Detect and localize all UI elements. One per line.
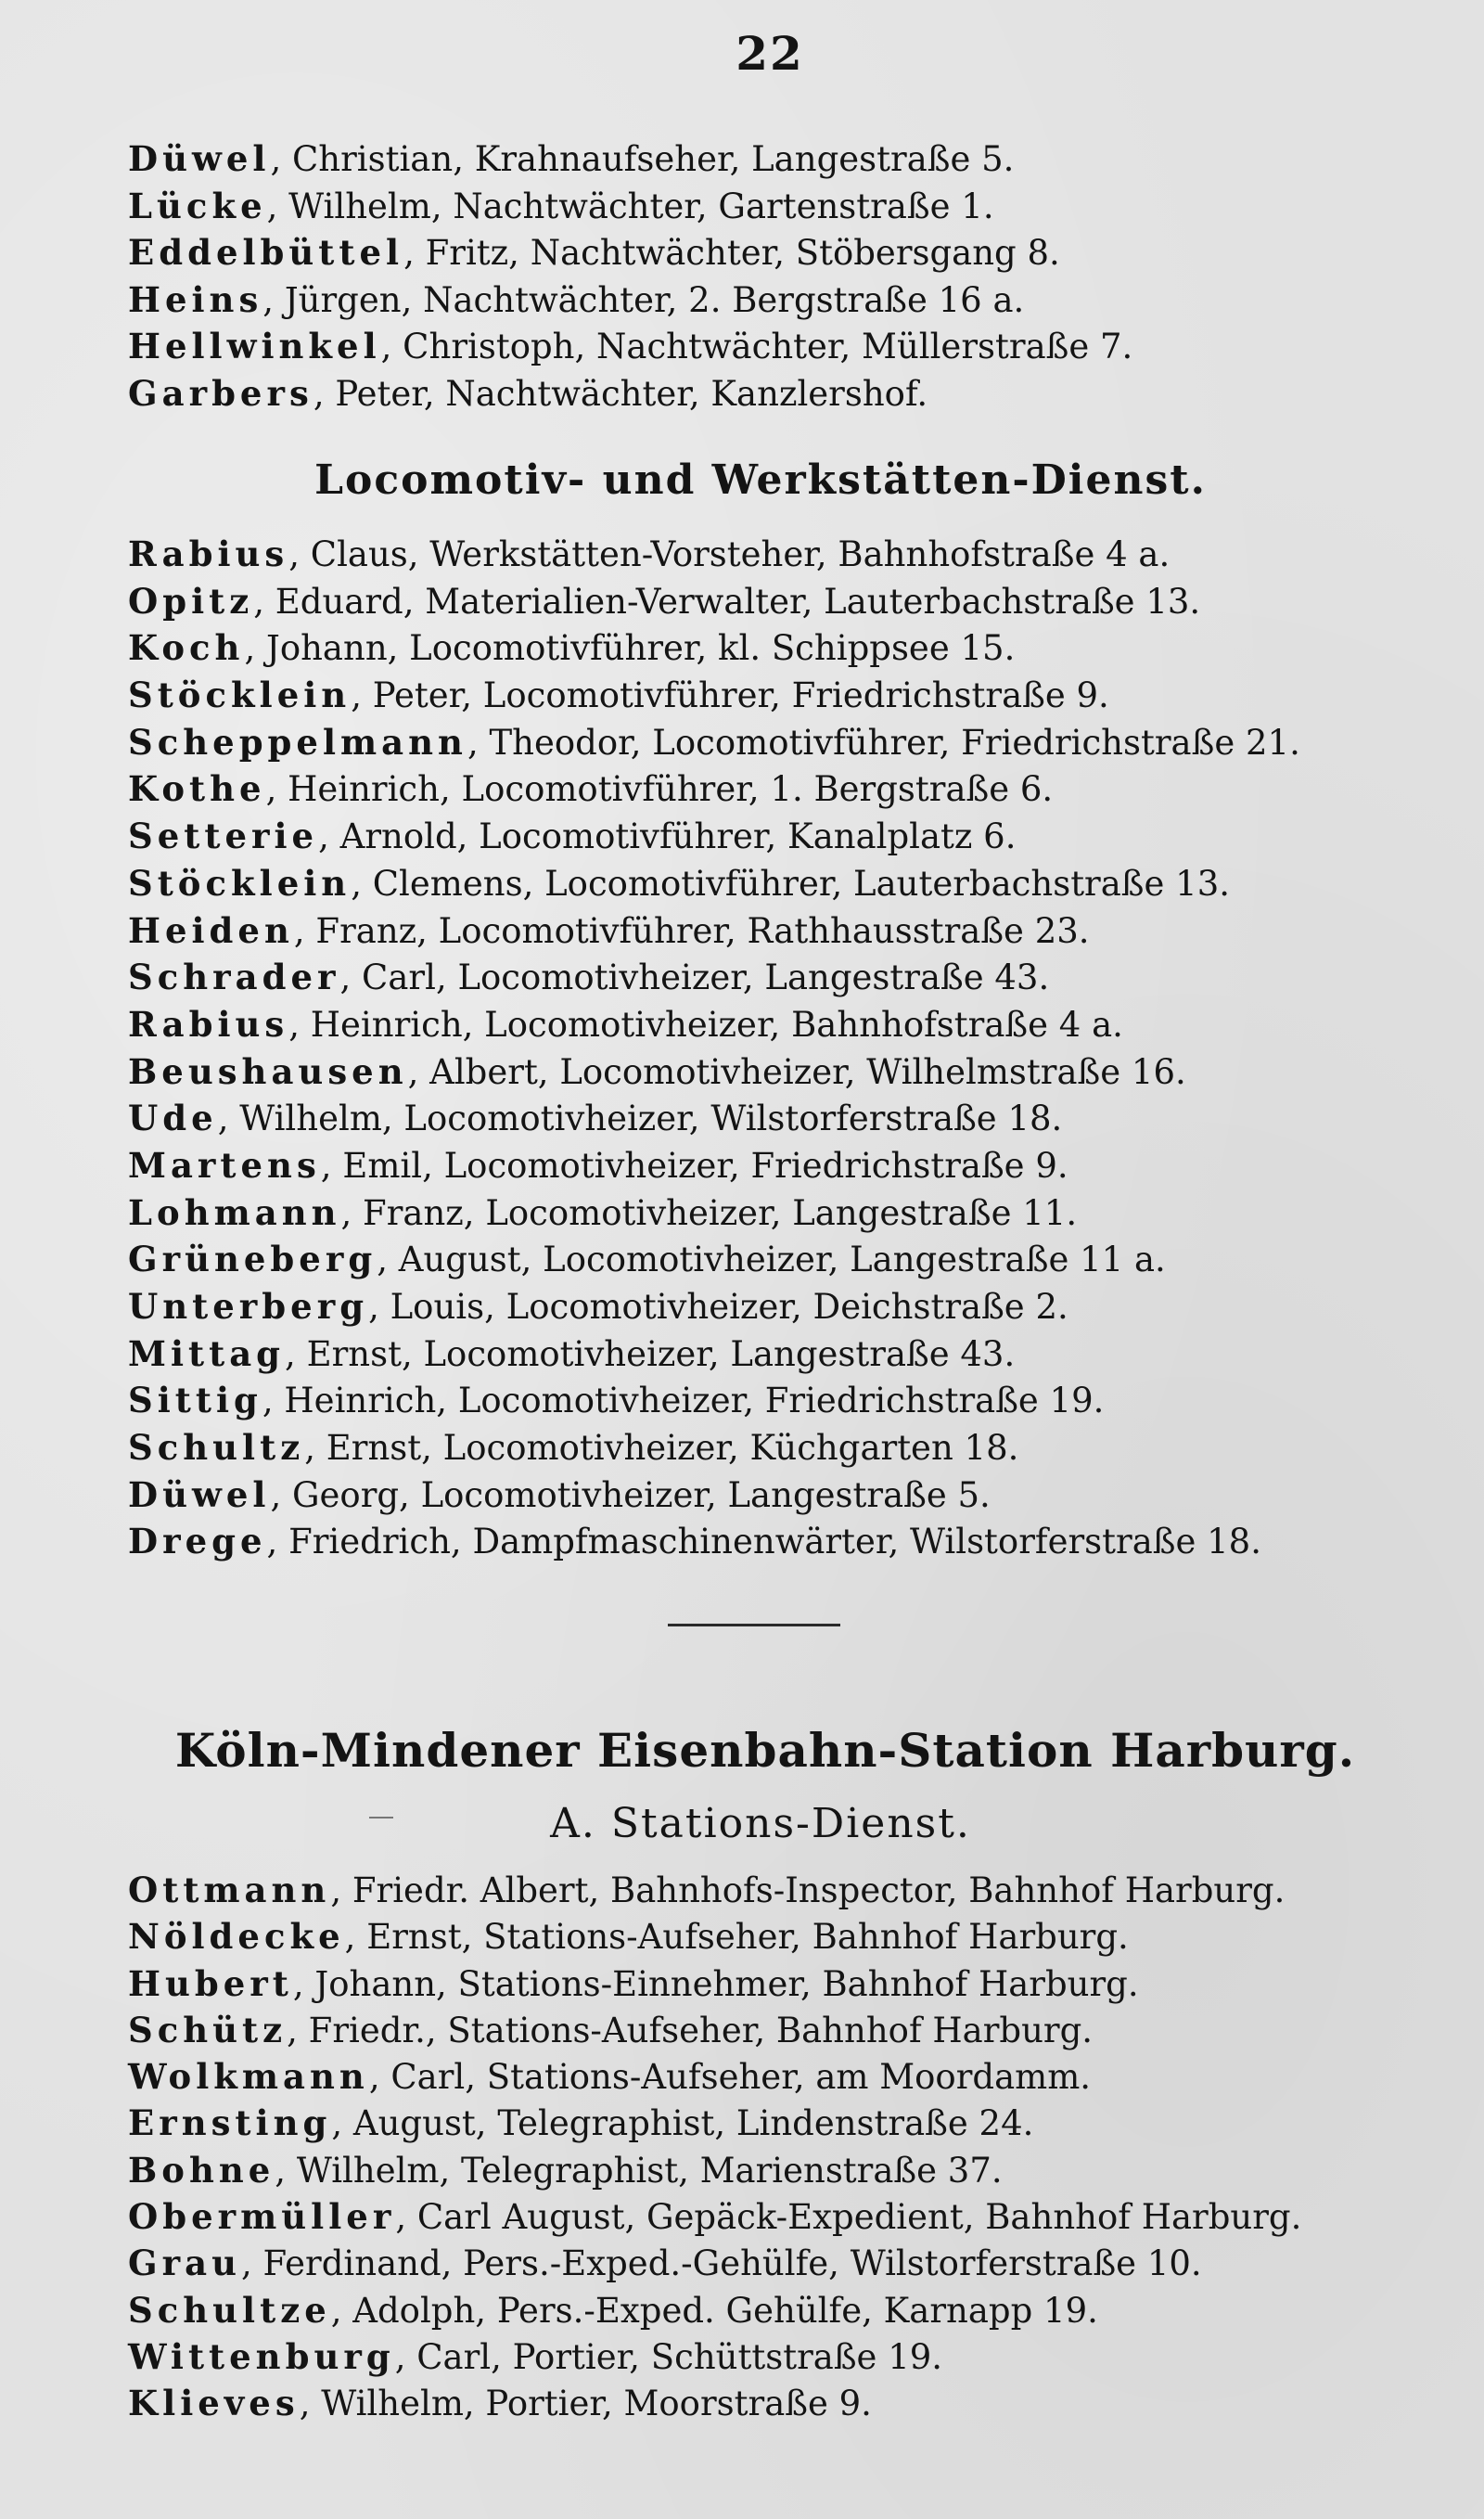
- entry-surname: Stöcklein: [128, 862, 352, 904]
- list-item: [128, 2147, 1301, 2193]
- entry-details: , Heinrich, Locomotivführer, 1. Bergstraße 6.: [265, 769, 1054, 810]
- list-item: [128, 1472, 1300, 1519]
- entry-surname: Setterie: [128, 816, 319, 857]
- section-divider: [668, 1624, 840, 1626]
- entry-details: , Ferdinand, Pers.-Exped.-Gehülfe, Wilstorferstraße 10.: [240, 2243, 1202, 2284]
- list-item: [128, 672, 1300, 719]
- subsection-heading-station-service: A. Stations-Dienst.: [550, 1800, 971, 1847]
- entry-surname: Stöcklein: [128, 675, 352, 716]
- list-item: [128, 1913, 1301, 1960]
- entry-details: , Adolph, Pers.-Exped. Gehülfe, Karnapp 19.: [330, 2290, 1098, 2331]
- list-item: [128, 1095, 1300, 1142]
- entry-details: , Louis, Locomotivheizer, Deichstraße 2.: [368, 1287, 1068, 1327]
- list-item: [128, 719, 1300, 766]
- section-heading-locomotive: Locomotiv- und Werkstätten-Dienst.: [314, 456, 1207, 504]
- list-item: [128, 2193, 1301, 2240]
- list-item: [128, 2007, 1301, 2053]
- list-item: [128, 531, 1300, 578]
- entry-details: , Ernst, Stations-Aufseher, Bahnhof Harburg.: [344, 1917, 1129, 1958]
- list-item: [128, 183, 1132, 230]
- entry-details: , Heinrich, Locomotivheizer, Bahnhofstraße 4 a.: [288, 1004, 1123, 1045]
- entry-surname: Drege: [128, 1521, 267, 1562]
- entry-details: , Jürgen, Nachtwächter, 2. Bergstraße 16 a.: [262, 279, 1025, 320]
- entry-details: , Carl, Portier, Schüttstraße 19.: [394, 2336, 943, 2377]
- entry-surname: Schütz: [128, 2009, 288, 2050]
- entry-surname: Unterberg: [128, 1286, 369, 1327]
- entry-surname: Schultze: [128, 2289, 331, 2331]
- entry-surname: Hellwinkel: [128, 326, 381, 366]
- entry-surname: Heiden: [128, 909, 294, 951]
- entry-details: , Wilhelm, Telegraphist, Marienstraße 37.: [275, 2150, 1003, 2191]
- entry-details: , Carl August, Gepäck-Expedient, Bahnhof Harburg.: [395, 2197, 1302, 2238]
- entry-surname: Ude: [128, 1098, 218, 1139]
- entry-details: , Carl, Stations-Aufseher, am Moordamm.: [368, 2057, 1092, 2098]
- list-item: [128, 1960, 1301, 2007]
- list-item: [128, 2240, 1301, 2286]
- staff-list-top: [128, 135, 1132, 417]
- entry-details: , Arnold, Locomotivführer, Kanalplatz 6.: [318, 816, 1017, 857]
- list-item: [128, 2287, 1301, 2333]
- entry-surname: Nöldecke: [128, 1916, 345, 1958]
- entry-details: , Friedrich, Dampfmaschinenwärter, Wilstorferstraße 18.: [266, 1522, 1261, 1562]
- entry-surname: Grüneberg: [128, 1239, 377, 1280]
- entry-details: , Franz, Locomotivführer, Rathhausstraße 23.: [293, 910, 1090, 951]
- staff-list-station: [128, 1867, 1301, 2427]
- list-item: [128, 276, 1132, 324]
- entry-surname: Koch: [128, 627, 245, 669]
- list-item: [128, 860, 1300, 907]
- entry-details: , Peter, Nachtwächter, Kanzlershof.: [313, 373, 928, 414]
- entry-surname: Ernsting: [128, 2102, 332, 2144]
- entry-surname: Düwel: [128, 138, 271, 179]
- entry-surname: Eddelbüttel: [128, 232, 404, 273]
- page-number: 22: [736, 26, 804, 81]
- list-item: [128, 578, 1300, 625]
- entry-details: , August, Telegraphist, Lindenstraße 24.: [331, 2103, 1034, 2144]
- list-item: [128, 229, 1132, 276]
- list-item: [128, 1001, 1300, 1048]
- list-item: [128, 1189, 1300, 1237]
- entry-surname: Opitz: [128, 580, 254, 622]
- entry-details: , August, Locomotivheizer, Langestraße 11 a.: [377, 1240, 1166, 1280]
- entry-surname: Rabius: [128, 533, 289, 574]
- list-item: [128, 813, 1300, 860]
- list-item: [128, 2333, 1301, 2380]
- entry-surname: Wittenburg: [128, 2335, 395, 2377]
- entry-details: , Fritz, Nachtwächter, Stöbersgang 8.: [403, 233, 1060, 273]
- entry-surname: Lohmann: [128, 1191, 341, 1233]
- list-item: [128, 954, 1300, 1001]
- entry-details: , Heinrich, Locomotivheizer, Friedrichstraße 19.: [262, 1381, 1105, 1421]
- entry-surname: Garbers: [128, 372, 313, 414]
- entry-surname: Schultz: [128, 1427, 305, 1469]
- list-item: [128, 765, 1300, 813]
- entry-surname: Rabius: [128, 1003, 289, 1045]
- entry-surname: Hubert: [128, 1962, 293, 2004]
- entry-details: , Clemens, Locomotivführer, Lauterbachstraße 13.: [351, 863, 1231, 904]
- section-heading-station: Köln-Mindener Eisenbahn-Station Harburg.: [174, 1723, 1356, 1778]
- entry-surname: Wolkmann: [128, 2056, 369, 2098]
- entry-surname: Bohne: [128, 2149, 275, 2191]
- entry-details: , Christian, Krahnaufseher, Langestraße 5.: [270, 139, 1015, 179]
- entry-surname: Kothe: [128, 768, 266, 810]
- list-item: [128, 1048, 1300, 1096]
- entry-details: , Franz, Locomotivheizer, Langestraße 11.: [340, 1192, 1078, 1233]
- list-item: [128, 1283, 1300, 1330]
- entry-surname: Martens: [128, 1144, 321, 1186]
- entry-details: , Eduard, Materialien-Verwalter, Lauterbachstraße 13.: [253, 581, 1201, 622]
- entry-surname: Scheppelmann: [128, 721, 467, 763]
- entry-details: , Johann, Stations-Einnehmer, Bahnhof Harburg.: [292, 1963, 1139, 2004]
- entry-details: , Claus, Werkstätten-Vorsteher, Bahnhofstraße 4 a.: [288, 534, 1171, 574]
- list-item: [128, 907, 1300, 955]
- list-item: [128, 624, 1300, 672]
- entry-details: , Theodor, Locomotivführer, Friedrichstraße 21.: [467, 722, 1300, 763]
- entry-details: , Emil, Locomotivheizer, Friedrichstraße 9.: [320, 1145, 1068, 1186]
- list-item: [128, 1236, 1300, 1283]
- list-item: [128, 1867, 1301, 1913]
- entry-details: , Friedr. Albert, Bahnhofs-Inspector, Bahnhof Harburg.: [330, 1870, 1286, 1910]
- entry-surname: Klieves: [128, 2383, 300, 2424]
- list-item: [128, 1142, 1300, 1189]
- entry-surname: Ottmann: [128, 1870, 331, 1910]
- list-item: [128, 1330, 1300, 1378]
- entry-surname: Mittag: [128, 1332, 286, 1374]
- list-item: [128, 135, 1132, 183]
- entry-details: , Friedr., Stations-Aufseher, Bahnhof Harburg.: [287, 2010, 1094, 2050]
- entry-surname: Schrader: [128, 957, 340, 998]
- list-item: [128, 323, 1132, 370]
- entry-surname: Düwel: [128, 1473, 271, 1515]
- entry-surname: Heins: [128, 278, 263, 320]
- entry-details: , Peter, Locomotivführer, Friedrichstraße 9.: [351, 675, 1109, 716]
- entry-details: , Carl, Locomotivheizer, Langestraße 43.: [339, 957, 1050, 998]
- entry-details: , Albert, Locomotivheizer, Wilhelmstraße 16.: [407, 1051, 1186, 1092]
- list-item: [128, 2380, 1301, 2426]
- list-item: [128, 2100, 1301, 2146]
- list-item: [128, 2053, 1301, 2100]
- staff-list-locomotive: [128, 531, 1300, 1565]
- entry-details: , Georg, Locomotivheizer, Langestraße 5.: [270, 1474, 991, 1515]
- entry-surname: Sittig: [128, 1380, 262, 1421]
- entry-details: , Wilhelm, Portier, Moorstraße 9.: [299, 2384, 872, 2424]
- entry-surname: Grau: [128, 2243, 241, 2284]
- entry-details: , Christoph, Nachtwächter, Müllerstraße 7.: [380, 327, 1133, 366]
- entry-surname: Beushausen: [128, 1050, 408, 1092]
- list-item: [128, 1377, 1300, 1424]
- entry-details: , Wilhelm, Locomotivheizer, Wilstorferstraße 18.: [217, 1099, 1063, 1139]
- entry-details: , Ernst, Locomotivheizer, Langestraße 43.: [285, 1333, 1016, 1374]
- entry-details: , Johann, Locomotivführer, kl. Schippsee 15.: [244, 628, 1016, 669]
- entry-surname: Lücke: [128, 185, 267, 226]
- list-item: [128, 1424, 1300, 1472]
- list-item: [128, 370, 1132, 418]
- entry-details: , Ernst, Locomotivheizer, Küchgarten 18.: [304, 1428, 1019, 1469]
- entry-details: , Wilhelm, Nachtwächter, Gartenstraße 1.: [266, 186, 994, 226]
- entry-surname: Obermüller: [128, 2196, 396, 2238]
- list-item: [128, 1518, 1300, 1565]
